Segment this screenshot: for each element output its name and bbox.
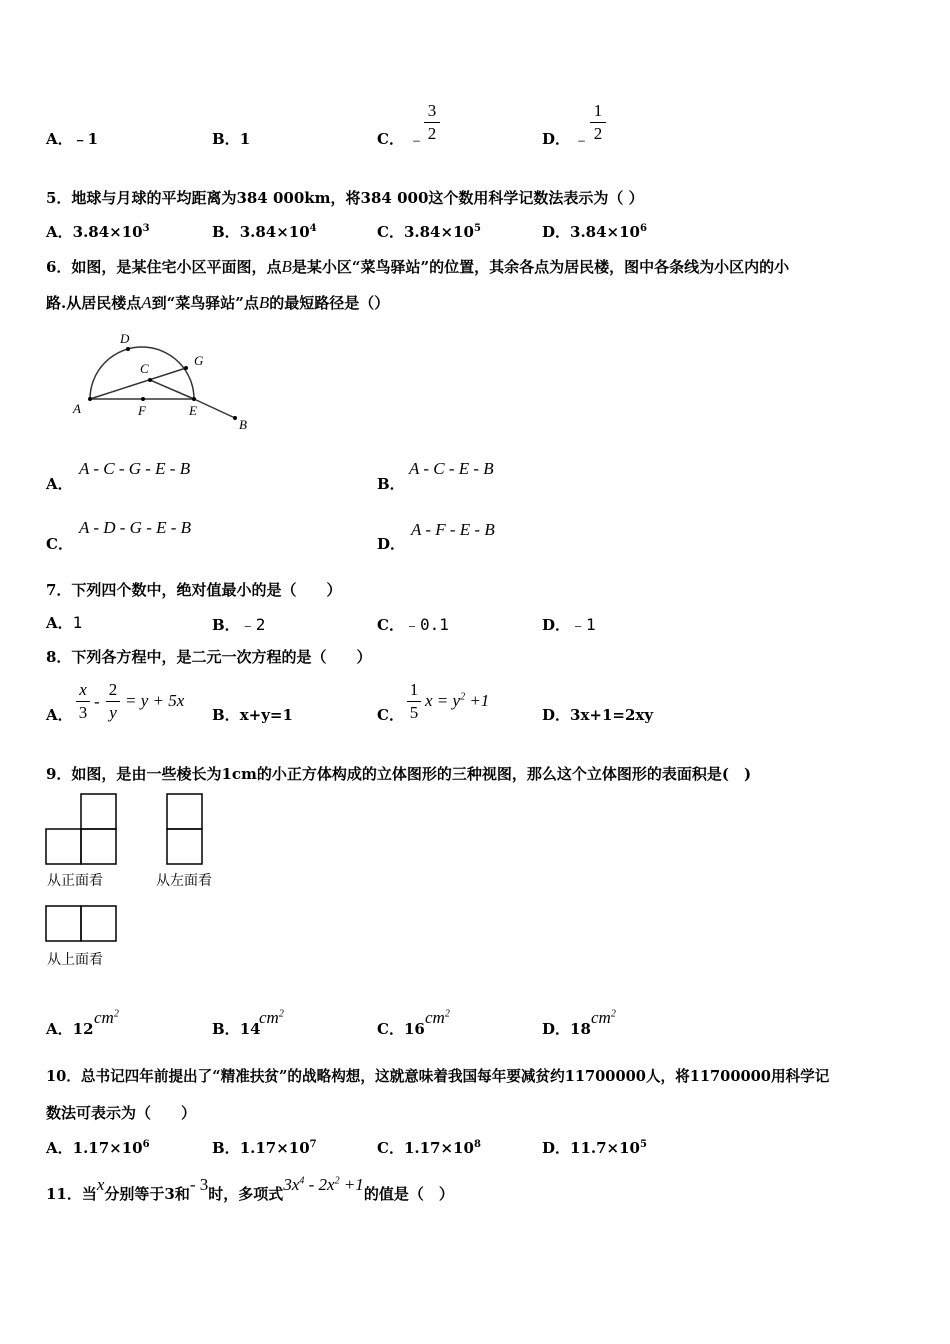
option-exponent: 7 (309, 1139, 317, 1150)
fraction-denominator: 2 (593, 124, 603, 143)
option-label: D． (542, 616, 571, 634)
unit-exponent: 2 (610, 1008, 616, 1020)
q7-option-a[interactable] (46, 612, 82, 633)
q6-option-a-path: A - C - G - E - B (79, 459, 191, 478)
q5-option-c[interactable] (377, 221, 481, 242)
option-value: ﹣2 (239, 615, 266, 634)
option-exponent: 6 (142, 1139, 150, 1150)
option-value: 1 (72, 613, 83, 632)
option-label: A． (46, 614, 73, 632)
q9-option-b[interactable] (212, 1018, 261, 1039)
stem-text: 是某小区“菜鸟驿站”的位置，其余各点为居民楼，图中各条线为小区内的小 (291, 258, 790, 276)
q9-top-caption: 从上面看 (47, 952, 103, 968)
q9-top-view (45, 905, 120, 945)
fraction-bar (76, 701, 90, 702)
line-ag (90, 368, 186, 399)
label-b: B (239, 417, 247, 432)
option-value: 12 (72, 1020, 94, 1038)
q8-option-b[interactable] (212, 704, 293, 725)
poly-term: +1 (339, 1175, 364, 1194)
option-label: B． (212, 130, 240, 148)
fraction-denominator: y (109, 703, 117, 722)
option-label: A． (46, 1020, 73, 1038)
q4-option-d-label[interactable]: D． (542, 130, 571, 148)
expression-text: x = y (425, 691, 461, 710)
q8-option-a-label[interactable]: A． (46, 706, 73, 724)
q5-option-b[interactable] (212, 221, 317, 242)
point-a: A (141, 293, 152, 312)
stem-text: 的值是（ ） (363, 1185, 454, 1203)
option-value: x+y=1 (239, 706, 293, 724)
option-value: ﹣0.1 (403, 615, 449, 634)
unit-text: cm (591, 1008, 611, 1027)
fraction-numerator: 2 (108, 680, 118, 699)
option-value: 3.84×10 (570, 223, 640, 241)
q7-option-d[interactable] (542, 612, 596, 635)
unit-text: cm (94, 1008, 114, 1027)
cube-square (81, 794, 116, 829)
q9-stem: 9．如图，是由一些棱长为1cm的小正方体构成的立体图形的三种视图，那么这个立体图形的表面积是( ) (46, 765, 752, 783)
option-exponent: 5 (640, 1139, 647, 1150)
q9-option-a-unit (94, 1008, 119, 1028)
option-value: 3.84×10 (239, 223, 310, 241)
option-label: B． (212, 706, 240, 724)
q5-stem: 5．地球与月球的平均距离为384 000km，将384 000这个数用科学记数法表示为（ ） (46, 189, 644, 207)
q4-option-d-sign: ﹣ (573, 130, 590, 149)
option-value: 3.84×10 (72, 223, 143, 241)
stem-text: 的最短路径是（） (269, 294, 390, 312)
cube-square (46, 906, 81, 941)
q10-option-b[interactable] (212, 1137, 317, 1158)
option-value: 14 (239, 1020, 261, 1038)
option-value: 3.84×10 (403, 223, 474, 241)
q9-option-b-unit (259, 1008, 284, 1028)
q6-option-d-label[interactable]: D． (377, 535, 406, 553)
option-label: A． (46, 1139, 73, 1157)
point-d-dot (126, 347, 130, 351)
option-exponent: 3 (142, 223, 150, 234)
q6-option-b-path: A - C - E - B (409, 459, 494, 478)
point-b: B (281, 257, 292, 276)
poly-term: - 2x (304, 1175, 335, 1194)
fraction-numerator: 1 (409, 680, 419, 699)
fraction-numerator: 1 (593, 101, 603, 120)
unit-text: cm (425, 1008, 445, 1027)
option-value: 11.7×10 (570, 1139, 640, 1157)
option-label: D． (542, 223, 571, 241)
fraction-denominator: 3 (78, 703, 88, 722)
unit-exponent: 2 (444, 1008, 450, 1020)
q9-option-c-unit (425, 1008, 450, 1028)
q9-option-d[interactable] (542, 1018, 591, 1039)
q10-stem-line1: 10．总书记四年前提出了“精准扶贫”的战略构想，这就意味着我国每年要减贫约11700000人，将11700000用科学记 (46, 1068, 830, 1085)
option-value: 16 (403, 1020, 425, 1038)
point-c-dot (148, 378, 152, 382)
expression-exponent: 2 (460, 691, 466, 703)
q9-front-caption: 从正面看 (47, 873, 103, 889)
stem-text: 时，多项式 (208, 1185, 284, 1203)
cube-square (167, 829, 202, 864)
unit-exponent: 2 (278, 1008, 284, 1020)
q8-c-expression (425, 691, 489, 711)
q6-option-d-path: A - F - E - B (411, 520, 495, 539)
q8-stem: 8．下列各方程中，是二元一次方程的是（ ） (46, 648, 372, 666)
cube-square (81, 829, 116, 864)
q4-option-c-fraction (424, 101, 440, 144)
q9-left-view (166, 793, 206, 867)
option-label: B． (212, 1139, 240, 1157)
line-eb (194, 399, 235, 418)
stem-text: 6．如图，是某住宅小区平面图，点 (46, 258, 282, 276)
q10-stem-line2: 数法可表示为（ ） (46, 1104, 197, 1122)
q8-a-rest: = y + 5x (125, 691, 185, 710)
q8-a-fraction-2 (106, 680, 120, 723)
fraction-bar (106, 701, 120, 702)
option-value: 18 (570, 1020, 591, 1038)
q8-option-c-label[interactable]: C． (377, 706, 404, 724)
q5-option-a[interactable] (46, 221, 150, 242)
q11-stem (46, 1175, 454, 1204)
stem-text: 分别等于3和 (104, 1185, 190, 1203)
q8-a-fraction-1 (76, 680, 90, 723)
q6-option-c-path: A - D - G - E - B (79, 518, 192, 537)
fraction-numerator: x (79, 680, 87, 699)
stem-text: 到“菜鸟驿站”点 (151, 294, 259, 312)
option-value: 3x+1=2xy (570, 706, 654, 724)
option-label: A． (46, 223, 73, 241)
fraction-denominator: 5 (409, 703, 419, 722)
q6-stem-line2 (46, 292, 389, 313)
option-value: 1.17×10 (403, 1139, 474, 1157)
option-label: C． (377, 1020, 404, 1038)
fraction-numerator: 3 (427, 101, 437, 120)
q10-option-d[interactable] (542, 1137, 647, 1158)
poly-exponent: 4 (299, 1175, 305, 1187)
option-label: C． (377, 616, 404, 634)
label-d: D (120, 331, 130, 346)
option-label: A． (46, 130, 73, 148)
q10-option-c[interactable] (377, 1137, 481, 1158)
q7-option-c[interactable] (377, 612, 449, 635)
poly-term: 3x (283, 1175, 300, 1194)
q4-option-a[interactable] (46, 128, 98, 149)
point-f-dot (141, 397, 145, 401)
point-b: B (258, 293, 270, 312)
label-a: A (73, 401, 81, 416)
q7-stem: 7．下列四个数中，绝对值最小的是（ ） (46, 581, 342, 599)
q9-left-caption: 从左面看 (156, 873, 212, 889)
q5-option-d[interactable] (542, 221, 647, 242)
stem-text: 11．当 (46, 1185, 97, 1203)
option-exponent: 5 (473, 223, 481, 234)
stem-text: 路.从居民楼点 (46, 294, 142, 312)
label-g: G (194, 353, 204, 368)
option-exponent: 6 (640, 223, 647, 234)
option-label: C． (377, 223, 404, 241)
cube-square (167, 794, 202, 829)
unit-exponent: 2 (113, 1008, 119, 1020)
fraction-bar (424, 122, 440, 123)
polynomial (283, 1175, 364, 1194)
expression-text: +1 (465, 691, 490, 710)
cube-square (46, 829, 81, 864)
option-value: 1.17×10 (72, 1139, 143, 1157)
q4-option-c-sign: ﹣ (408, 130, 425, 149)
q6-option-b-label[interactable]: B． (377, 475, 405, 493)
label-e: E (189, 403, 197, 418)
q9-front-view (45, 793, 120, 867)
point-b-dot (233, 416, 237, 420)
q4-option-d-fraction (590, 101, 606, 144)
q4-option-c-label[interactable]: C． (377, 130, 404, 148)
option-label: D． (542, 706, 571, 724)
point-e-dot (192, 397, 196, 401)
q10-option-a[interactable] (46, 1137, 150, 1158)
label-c: C (140, 361, 149, 376)
q7-option-b[interactable] (212, 612, 265, 635)
q9-option-d-unit (591, 1008, 616, 1028)
label-f: F (138, 403, 146, 418)
fraction-bar (590, 122, 606, 123)
q6-stem-line1 (46, 256, 789, 277)
cube-square (81, 906, 116, 941)
option-value: 1 (239, 130, 251, 148)
q8-a-minus: - (94, 692, 100, 711)
q9-option-a[interactable] (46, 1018, 94, 1039)
line-ce (150, 380, 194, 399)
value-neg3: - 3 (189, 1175, 209, 1194)
point-a-dot (88, 397, 92, 401)
option-value: ﹣1 (570, 615, 596, 634)
q4-option-b[interactable] (212, 128, 250, 149)
option-exponent: 8 (473, 1139, 481, 1150)
option-label: D． (542, 1020, 571, 1038)
option-value: 1.17×10 (239, 1139, 310, 1157)
option-label: C． (377, 1139, 404, 1157)
option-label: B． (212, 223, 240, 241)
q6-option-c-label[interactable]: C． (46, 535, 73, 553)
poly-exponent: 2 (334, 1175, 340, 1187)
point-g-dot (184, 366, 188, 370)
q9-option-c[interactable] (377, 1018, 425, 1039)
q8-c-fraction (407, 680, 421, 723)
option-label: D． (542, 1139, 571, 1157)
unit-text: cm (259, 1008, 279, 1027)
q8-option-d[interactable] (542, 704, 653, 725)
fraction-bar (407, 701, 421, 702)
option-value: ﹣1 (72, 130, 99, 148)
option-label: B． (212, 616, 240, 634)
option-exponent: 4 (309, 223, 317, 234)
q6-map-figure (70, 325, 260, 435)
option-label: B． (212, 1020, 240, 1038)
q6-option-a-label[interactable]: A． (46, 475, 73, 493)
fraction-denominator: 2 (427, 124, 437, 143)
variable-x: x (96, 1175, 105, 1194)
